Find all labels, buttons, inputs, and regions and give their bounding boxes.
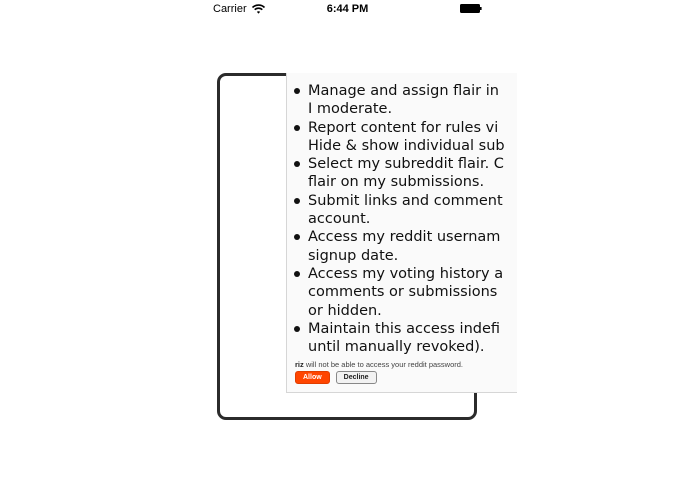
permission-text-line: flair on my submissions. (308, 174, 485, 191)
password-note-text: will not be able to access your reddit password. (303, 360, 464, 369)
permission-item (291, 265, 691, 320)
permission-text-line: signup date. (308, 247, 399, 264)
permission-item (291, 155, 691, 192)
permission-item (291, 320, 691, 357)
permission-text-line: Hide & show individual sub (308, 137, 505, 154)
oauth-dialog-frame (217, 73, 505, 420)
permission-item (291, 228, 691, 265)
decline-button[interactable]: Decline (336, 371, 377, 384)
permission-text-line: Report content for rules vi (308, 119, 499, 136)
permission-text-line: or hidden. (308, 302, 382, 319)
permission-text-line: comments or submissions (308, 284, 498, 301)
app-name: riz (295, 360, 304, 369)
permission-text-line: until manually revoked). (308, 339, 485, 356)
permission-item (291, 119, 691, 156)
battery-icon (460, 4, 482, 13)
password-note (295, 360, 463, 369)
permission-item (291, 82, 691, 119)
permission-text-line: Maintain this access indefi (308, 320, 501, 337)
permission-text-line: Access my reddit usernam (308, 229, 501, 246)
action-buttons (295, 371, 377, 384)
oauth-permissions-panel[interactable] (286, 73, 517, 393)
permission-list (291, 82, 691, 356)
status-bar (0, 0, 695, 20)
permission-text-line: account. (308, 211, 371, 228)
permission-text-line: Access my voting history a (308, 265, 504, 282)
allow-button[interactable]: Allow (295, 371, 330, 384)
carrier-label: Carrier (213, 3, 247, 15)
permission-text-line: Manage and assign flair in (308, 83, 499, 99)
permission-text-line: Select my subreddit flair. C (308, 156, 504, 173)
status-time: 6:44 PM (326, 3, 369, 15)
permission-text-line: Submit links and comment (308, 192, 503, 209)
permission-item (291, 192, 691, 229)
permission-text-line: I moderate. (308, 101, 393, 118)
